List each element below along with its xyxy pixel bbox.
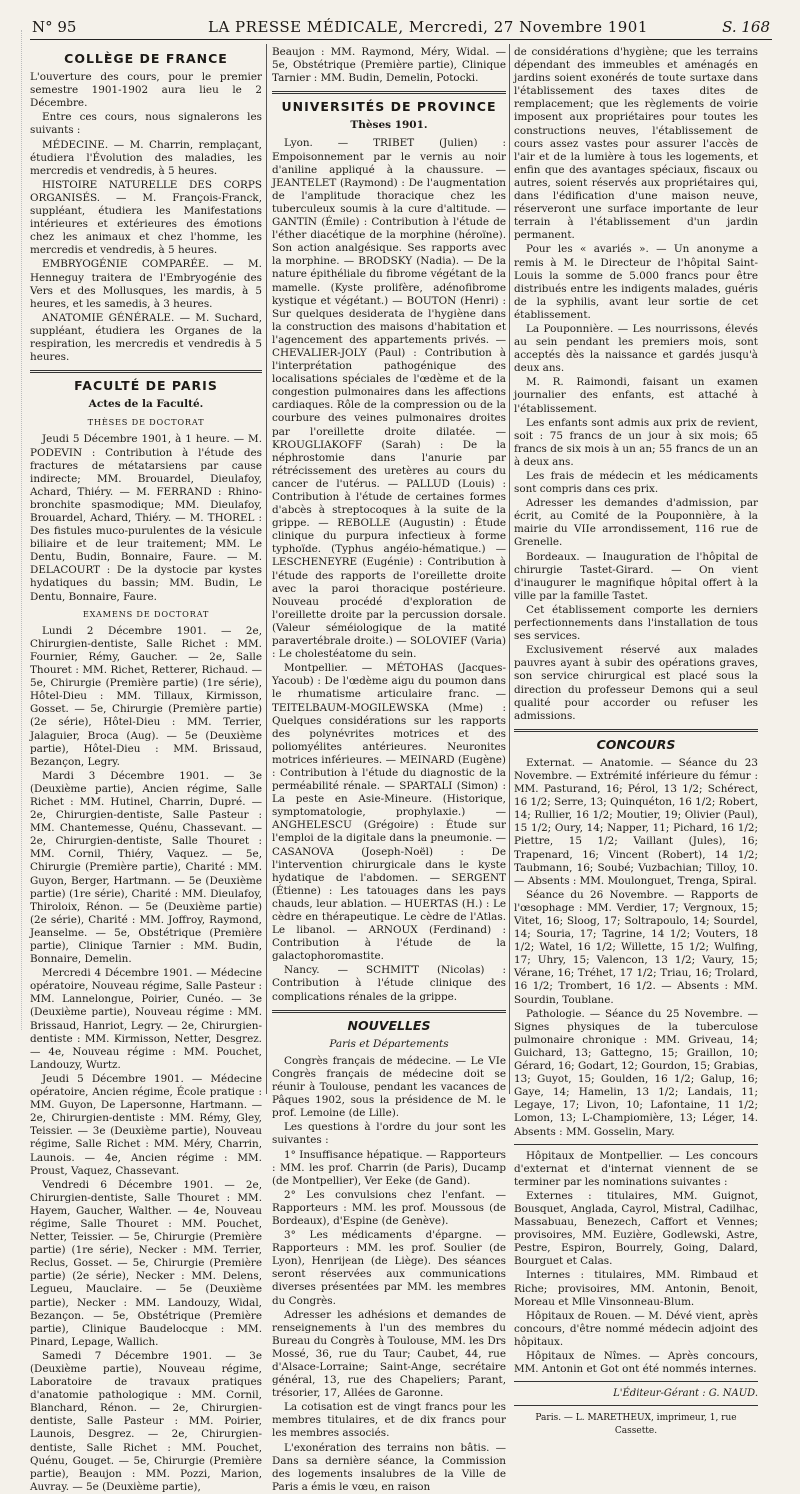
paragraph: Mercredi 4 Décembre 1901. — Médecine opératoire, Nouveau régime, Salle Pasteur : MM. Lannelongue, Poirier, Cunéo. — 3e (Deuxième partie), Nouveau régime : MM. Brissaud, Hanriot, Legry. — 2e, Chirurgien-dentiste : MM. Kirmisson, Netter, Desgrez. — 4e, Nouveau régime : MM. Pouchet, Landouzy, Wurtz. — [30, 967, 262, 1071]
paragraph: Pour les « avariés ». — Un anonyme a remis à M. le Directeur de l'hôpital Saint-Louis la somme de 5.000 francs pour être distribués entre les indigents malades, guéris de la syphilis, avant leur sortie de cet établissement. — [514, 243, 758, 321]
paragraph: Les frais de médecin et les médicaments sont compris dans ces prix. — [514, 470, 758, 496]
universites-title: UNIVERSITÉS DE PROVINCE — [281, 99, 497, 115]
paragraph: 1° Insuffisance hépatique. — Rapporteurs : MM. les prof. Charrin (de Paris), Ducamp (de Montpellier), Ver Eeke (de Gand). — [272, 1148, 506, 1187]
paragraph: Les enfants sont admis aux prix de revient, soit : 75 francs de un jour à six mois; 65 francs de six mois à un an; 55 francs de un an à deux ans. — [514, 416, 758, 468]
paragraph: Hôpitaux de Rouen. — M. Dévé vient, après concours, d'être nommé médecin adjoint des hôpitaux. — [514, 1309, 758, 1348]
divider — [514, 1144, 758, 1145]
journal-title: LA PRESSE MÉDICALE, Mercredi, 27 Novembre 1901 — [208, 18, 648, 36]
paragraph: Vendredi 6 Décembre 1901. — 2e, Chirurgien-dentiste, Salle Thouret : MM. Hayem, Gaucher, Walther. — 4e, Nouveau régime, Salle Thouret : MM. Pouchet, Netter, Teissier. — 5e, Chirurgie (Première partie) (1re série), Necker : MM. Terrier, Reclus, Gosset. — 5e, Chirurgie (Première partie) (2e série), Necker : MM. Delens, Legueu, Mauclaire. — 5e (Deuxième partie), Necker : MM. Landouzy, Widal, Bezançon. — 5e, Obstétrique (Première partie), Clinique Baudelocque : MM. Pinard, Lepage, Wallich. — [30, 1178, 262, 1348]
paragraph: Nancy. — SCHMITT (Nicolas) : Contribution à l'étude clinique des complications rénales de la grippe. — [272, 964, 506, 1003]
concours-title: CONCOURS — [596, 736, 676, 752]
paragraph: La cotisation est de vingt francs pour les membres titulaires, et de dix francs pour les membres associés. — [272, 1401, 506, 1440]
nouvelles-title: NOUVELLES — [347, 1017, 431, 1033]
theses-label: THÈSES DE DOCTORAT — [87, 417, 205, 428]
paragraph: EMBRYOGÉNIE COMPARÉE. — M. Henneguy traitera de l'Embryogénie des Vers et des Mollusques, les mardis, à 5 heures, et les samedis, à 3 heures. — [30, 258, 262, 310]
paragraph: Beaujon : MM. Raymond, Méry, Widal. — 5e, Obstétrique (Première partie), Clinique Tarnier : MM. Budin, Demelin, Potocki. — [272, 46, 506, 85]
paragraph: Externes : titulaires, MM. Guignot, Bousquet, Anglada, Cayrol, Mistral, Cadilhac, Massabuau, Benezech, Caffort et Vennes; provisoires, MM. Euzière, Godlewski, Astre, Pestre, Espiron, Bourrely, Going, Dalard, Bourguet et Calas. — [514, 1189, 758, 1268]
divider — [514, 1405, 758, 1406]
paragraph: 2° Les convulsions chez l'enfant. — Rapporteurs : MM. les prof. Moussous (de Bordeaux), d'Espine (de Genève). — [272, 1188, 506, 1227]
paragraph: Jeudi 5 Décembre 1901. — Médecine opératoire, Ancien régime, École pratique : MM. Guyon, De Lapersonne, Hartmann. — 2e, Chirurgien-dentiste : MM. Rémy, Gley, Teissier. — 3e (Deuxième partie), Nouveau régime, Salle Richet : MM. Méry, Charrin, Launois. — 4e, Ancien régime : MM. Proust, Vaquez, Chassevant. — [30, 1072, 262, 1177]
editor-line: L'Éditeur-Gérant : G. NAUD. — [613, 1388, 758, 1400]
paragraph: Hôpitaux de Nîmes. — Après concours, MM. Antonin et Got ont été nommés internes. — [514, 1350, 758, 1376]
paragraph: ANATOMIE GÉNÉRALE. — M. Suchard, suppléant, étudiera les Organes de la respiration, les mercredis et vendredis à 5 heures. — [30, 311, 262, 364]
paragraph: Entre ces cours, nous signalerons les suivants : — [30, 111, 262, 137]
divider — [514, 1381, 758, 1382]
college-title: COLLÈGE DE FRANCE — [64, 51, 228, 66]
section-divider — [272, 91, 506, 94]
page-header — [30, 14, 772, 40]
column-left — [30, 46, 262, 1493]
paragraph: Exclusivement réservé aux malades pauvres ayant à subir des opérations graves, son service chirurgical est placé sous la direction du professeur Demons qui a seul qualité pour accorder ou refuser les admissions. — [514, 644, 758, 722]
issue-number: N° 95 — [32, 18, 77, 36]
paragraph: La Pouponnière. — Les nourrissons, élevés au sein pendant les premiers mois, sont acceptés dès la naissance et gardés jusqu'à deux ans. — [514, 322, 758, 375]
paragraph: L'exonération des terrains non bâtis. — Dans sa dernière séance, la Commission des logements insalubres de la Ville de Paris a émis le vœu, en raison — [272, 1441, 506, 1493]
paragraph: Bordeaux. — Inauguration de l'hôpital de chirurgie Tastet-Girard. — On vient d'inaugurer le magnifique hôpital offert à la ville par la famille Tastet. — [514, 550, 758, 602]
paragraph: Séance du 26 Novembre. — Rapports de l'œsophage : MM. Verdier, 17; Vergnoux, 15; Vitet, 16; Sloog, 17; Soltrapoulo, 14; Sourdel, 14; Souria, 17; Tagrine, 14 1/2; Vouters, 18 1/2; Watel, 16 1/2; Willette, 15 1/2; Wulfing, 17; Uhry, 15; Valencon, 13 1/2; Vaury, 15; Vérane, 16; Tréhet, 17 1/2; Triau, 16; Trolard, 16 1/2; Trombert, 16 1/2. — Absents : MM. Sourdin, Toublane. — [514, 888, 758, 1006]
paragraph: Lundi 2 Décembre 1901. — 2e, Chirurgien-dentiste, Salle Richet : MM. Fournier, Rémy, Gaucher. — 2e, Salle Thouret : MM. Richet, Retterer, Richaud. — 5e, Chirurgie (Première partie) (1re série), Hôtel-Dieu : MM. Tillaux, Kirmisson, Gosset. — 5e, Chirurgie (Première partie) (2e série), Hôtel-Dieu : MM. Terrier, Jalaguier, Broca (Aug). — 5e (Deuxième partie), Hôtel-Dieu : MM. Brissaud, Bezançon, Legry. — [30, 624, 262, 768]
column-middle — [272, 46, 506, 1493]
paragraph: Adresser les adhésions et demandes de renseignements à l'un des membres du Bureau du Congrès à Toulouse, MM. les Drs Mossé, 36, rue du Taur; Caubet, 44, rue d'Alsace-Lorraine; Saint-Ange, secrétaire général, 13, rue des Chapeliers; Parant, trésorier, 17, Allées de Garonne. — [272, 1308, 506, 1400]
section-divider — [272, 1010, 506, 1013]
paragraph: de considérations d'hygiène; que les terrains dépendant des immeubles et aménagés en jardins soient exonérés de toute surtaxe dans l'établissement des taxes dites de remplacement; que les règlements de voirie imposent aux propriétaires pour toutes les constructions neuves, l'établissement de cours assez vastes pour assurer l'accès de l'air et de la lumière à tous les logements, et enfin que des avantages spéciaux, fiscaux ou autres, soient réservés aux propriétaires qui, dans l'édification d'une maison neuve, réserveront une surface importante de leur terrain à l'établissement d'un jardin permanent. — [514, 46, 758, 242]
paragraph: Samedi 7 Décembre 1901. — 3e (Deuxième partie), Nouveau régime, Laboratoire de travaux pratiques d'anatomie pathologique : MM. Cornil, Blanchard, Rénon. — 2e, Chirurgien-dentiste, Salle Pasteur : MM. Poirier, Launois, Desgrez. — 2e, Chirurgien-dentiste, Salle Richet : MM. Pouchet, Quénu, Gouget. — 5e, Chirurgie (Première partie), Beaujon : MM. Pozzi, Marion, Auvray. — 5e (Deuxième partie), — [30, 1349, 262, 1493]
paragraph: Lyon. — TRIBET (Julien) : Empoisonnement par le vernis au noir d'aniline appliqué à la chaussure. — JEANTELET (Raymond) : De l'augmentation de l'amplitude thoracique chez les tuberculeux soumis à la cure d'altitude. — GANTIN (Émile) : Contribution à l'étude de l'éther diacétique de la morphine (héroïne). Son action analgésique. Ses rapports avec la morphine. — BRODSKY (Nadia). — De la nature épithéliale du fibrome végétant de la mamelle. (Kyste prolifère, adénofibrome kystique et végétant.) — BOUTON (Henri) : Sur quelques desiderata de l'hygiène dans la construction des maisons d'habitation et l'agencement des appartements privés. — CHEVALIER-JOLY (Paul) : Contribution à l'interprétation pathogénique des localisations spéciales de l'œdème et de la congestion pulmonaires dans les affections cardiaques. Rôle de la compression ou de la courbure des veines pulmonaires droites par l'oreillette droite dilatée. — KROUGLIAKOFF (Sarah) : De la néphrostomie dans l'anurie par rétrécissement des uretères au cours du cancer de l'utérus. — PALLUD (Louis) : Contribution à l'étude de certaines formes d'abcès à streptocoques à la suite de la grippe. — REBOLLE (Augustin) : Étude clinique du purpura infectieux à forme typhoïde. (Typhus angéio-hématique.) — LESCHENEYRE (Eugénie) : Contribution à l'étude des rapports de l'oreillette droite avec la paroi thoracique postérieure. Nouveau procédé d'exploration de l'oreillette droite par la percussion dorsale. (Valeur séméiologique de la matité paravertébrale droite.) — SOLOVIEF (Varia) : Le cholestéatome du sein. — [272, 137, 506, 661]
paragraph: Congrès français de médecine. — Le VIe Congrès français de médecine doit se réunir à Toulouse, pendant les vacances de Pâques 1902, sous la présidence de M. le prof. Lemoine (de Lille). — [272, 1054, 506, 1120]
faculte-title: FACULTÉ DE PARIS — [74, 378, 218, 394]
paragraph: Les questions à l'ordre du jour sont les suivantes : — [272, 1121, 506, 1147]
column-rule — [266, 44, 267, 1094]
paragraph: Hôpitaux de Montpellier. — Les concours d'externat et d'internat viennent de se terminer par les nominations suivantes : — [514, 1149, 758, 1188]
paragraph: Adresser les demandes d'admission, par écrit, au Comité de la Pouponnière, à la mairie du VIIe arrondissement, 116 rue de Grenelle. — [514, 497, 758, 549]
left-margin — [0, 30, 22, 1030]
examens-label: EXAMENS DE DOCTORAT — [82, 608, 210, 619]
paragraph: MÉDECINE. — M. Charrin, remplaçant, étudiera l'Évolution des maladies, les mercredis et vendredis, à 5 heures. — [30, 138, 262, 177]
paris-departements-title: Paris et Départements — [329, 1037, 449, 1050]
section-divider — [514, 729, 758, 732]
paragraph: Internes : titulaires, MM. Rimbaud et Riche; provisoires, MM. Antonin, Benoit, Moreau et Mlle Vinsonneau-Blum. — [514, 1269, 758, 1308]
paragraph: Jeudi 5 Décembre 1901, à 1 heure. — M. PODEVIN : Contribution à l'étude des fractures de métatarsiens par cause indirecte; MM. Brouardel, Dieulafoy, Achard, Thiéry. — M. FERRAND : Rhino-bronchite spasmodique; MM. Dieulafoy, Brouardel, Achard, Thiéry. — M. THOREL : Des fistules muco-purulentes de la vésicule biliaire et de leur traitement; MM. Le Dentu, Budin, Bonnaire, Faure. — M. DELACOURT : De la dystocie par kystes hydatiques du bassin; MM. Budin, Le Dentu, Bonnaire, Faure. — [30, 433, 262, 603]
page-number: S. 168 — [722, 18, 770, 36]
printer-line: Paris. — L. MARETHEUX, imprimeur, 1, rue Cassette. — [535, 1413, 737, 1437]
paragraph: Mardi 3 Décembre 1901. — 3e (Deuxième partie), Ancien régime, Salle Richet : MM. Hutinel, Charrin, Dupré. — 2e, Chirurgien-dentiste, Salle Pasteur : MM. Chantemesse, Quénu, Chassevant. — 2e, Chirurgien-dentiste, Salle Thouret : MM. Cornil, Thiéry, Vaquez. — 5e, Chirurgie (Première partie), Charité : MM. Guyon, Berger, Hartmann. — 5e (Deuxième partie) (1re série), Charité : MM. Dieulafoy, Thiroloix, Rénon. — 5e (Deuxième partie) (2e série), Charité : MM. Joffroy, Raymond, Jeanselme. — 5e, Obstétrique (Première partie), Clinique Tarnier : MM. Budin, Bonnaire, Demelin. — [30, 769, 262, 966]
theses-title: Thèses 1901. — [350, 119, 428, 132]
paragraph: Pathologie. — Séance du 25 Novembre. — Signes physiques de la tuberculose pulmonaire chronique : MM. Griveau, 14; Guichard, 13; Gattegno, 15; Graillon, 10; Gérard, 16; Godart, 12; Gourdon, 15; Grabias, 13; Guyot, 15; Goulden, 16 1/2; Galup, 16; Gaye, 14; Hamelin, 13 1/2; Landais, 11; Legaye, 17; Livon, 10; Lafontaine, 11 1/2; Lomon, 13; L-Champiomière, 13; Léger, 14. Absents : MM. Gosselin, Mary. — [514, 1007, 758, 1138]
section-divider — [30, 370, 262, 373]
paragraph: M. R. Raimondi, faisant un examen journalier des enfants, est attaché à l'établissement. — [514, 376, 758, 415]
paragraph: Montpellier. — MÉTOHAS (Jacques-Yacoub) : De l'œdème aigu du poumon dans le rhumatisme articulaire franc. — TEITELBAUM-MOGILEWSKA (Mme) : Quelques considérations sur les rapports des polynévrites motrices et des poliomyélites antérieures. Neuronites motrices inférieures. — MEINARD (Eugène) : Contribution à l'étude du diagnostic de la perméabilité rénale. — SPARTALI (Simon) : La peste en Asie-Mineure. (Historique, symptomatologie, prophylaxie.) — ANGHELESCU (Grégoire) : Étude sur l'emploi de la digitale dans la pneumonie. — CASANOVA (Joseph-Noël) : De l'intervention chirurgicale dans le kyste hydatique de l'abdomen. — SERGENT (Étienne) : Les tatouages dans les pays chauds, leur ablation. — HUERTAS (H.) : Le cèdre en thérapeutique. Le cèdre de l'Atlas. Le libanol. — ARNOUX (Ferdinand) : Contribution à l'étude de la galactophoromastite. — [272, 662, 506, 963]
paragraph: Cet établissement comporte les derniers perfectionnements dans l'installation de tous ses services. — [514, 603, 758, 643]
paragraph: HISTOIRE NATURELLE DES CORPS ORGANISÉS. — M. François-Franck, suppléant, étudiera les Manifestations intérieures et extérieures des émotions chez les animaux et chez l'homme, les mercredis et vendredis, à 5 heures. — [30, 178, 262, 257]
column-rule — [509, 44, 510, 1094]
column-right — [514, 46, 758, 1437]
paragraph: Externat. — Anatomie. — Séance du 23 Novembre. — Extrémité inférieure du fémur : MM. Pasturand, 16; Pérol, 13 1/2; Schérect, 16 1/2; Serre, 13; Quinquéton, 16 1/2; Robert, 14; Rullier, 16 1/2; Moutier, 19; Olivier (Paul), 15 1/2; Oury, 14; Napper, 11; Pichard, 16 1/2; Piettre, 15 1/2; Vaillant (Jules), 16; Trapenard, 16; Vincent (Robert), 14 1/2; Taubmann, 16; Soubé; Vuzbachian; Tilloy, 10. — Absents : MM. Moulonguet, Trenga, Spiral. — [514, 756, 758, 887]
actes-title: Actes de la Faculté. — [88, 398, 204, 411]
paragraph: L'ouverture des cours, pour le premier semestre 1901-1902 aura lieu le 2 Décembre. — [30, 71, 262, 110]
paragraph: 3° Les médicaments d'épargne. — Rapporteurs : MM. les prof. Soulier (de Lyon), Henrijean (de Liège). Des séances seront réservées aux communications diverses présentées par MM. les membres du Congrès. — [272, 1229, 506, 1307]
